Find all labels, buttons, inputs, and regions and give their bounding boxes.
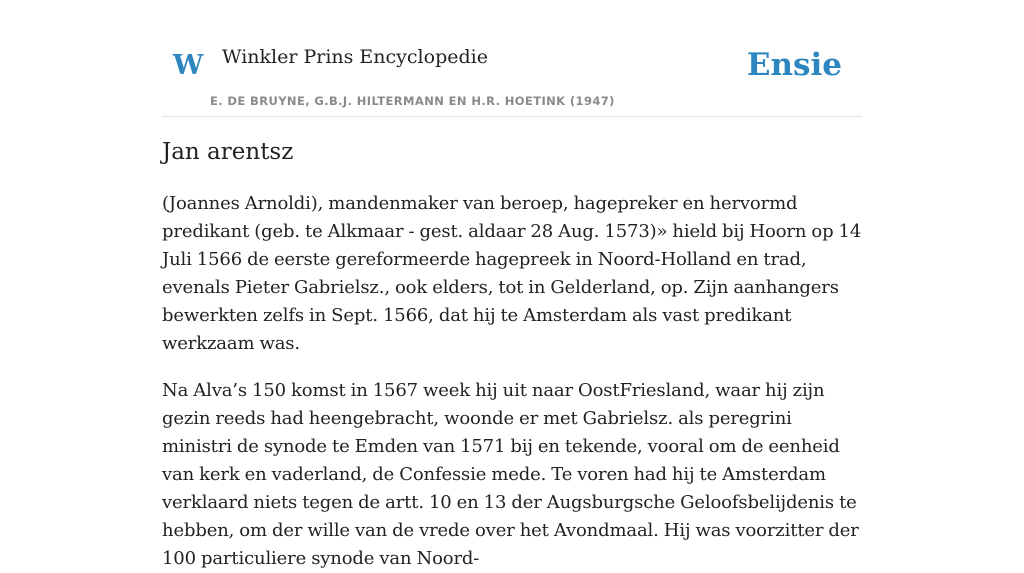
article-paragraph: Na Alva’s 150 komst in 1567 week hij uit naar OostFriesland, waar hij zijn gezin reeds had heengebracht, woonde er met Gabrielsz. als peregrini ministri de synode te Emden van 1571 bij en tekende, vooral om de eenheid van kerk en vaderland, de Confessie mede. Te voren had hij te Amsterdam verklaard niets tegen de artt. 10 en 13 der Augsburgsche Geloofsbelijdenis te hebben, om der wille van de vrede over het Avondmaal. Hij was voorzitter der 100 particuliere synode van Noord-	[162, 379, 859, 569]
article-title: Jan arentsz	[162, 139, 294, 165]
article	[162, 138, 862, 573]
publication-title[interactable]: Winkler Prins Encyclopedie	[222, 46, 488, 68]
article-paragraph: (Joannes Arnoldi), mandenmaker van beroep, hagepreker en hervormd predikant (geb. te Alkmaar - gest. aldaar 28 Aug. 1573)» hield bij Hoorn op 14 Juli 1566 de eerste gereformeerde hagepreek in Noord-Holland en trad, evenals Pieter Gabrielsz., ook elders, tot in Gelderland, op. Zijn aanhangers bewerkten zelfs in Sept. 1566, dat hij te Amsterdam als vast predikant werkzaam was.	[162, 192, 862, 354]
brand-logo-link[interactable]: Ensie	[746, 47, 842, 83]
site-header	[162, 0, 862, 117]
publication-authors: E. DE BRUYNE, G.B.J. HILTERMANN EN H.R. HOETINK (1947)	[210, 94, 615, 108]
publication-logo-icon[interactable]: W	[173, 50, 204, 81]
